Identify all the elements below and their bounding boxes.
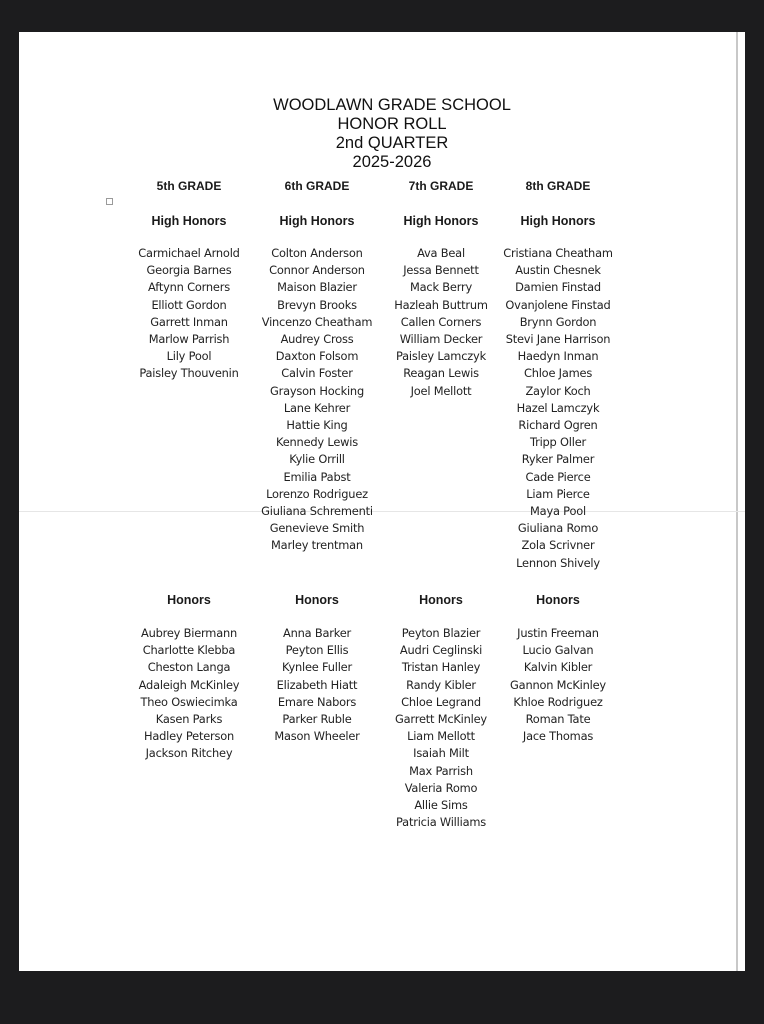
student-name: Damien Finstad [515, 280, 601, 295]
student-name: Mack Berry [409, 280, 473, 295]
student-name: Cristiana Cheatham [503, 246, 613, 260]
student-name: Aftynn Corners [148, 280, 230, 295]
student-name: Chloe Legrand [401, 694, 481, 709]
grade-heading: 7th GRADE [408, 179, 474, 193]
student-name: Ryker Palmer [521, 452, 595, 467]
student-name: Valeria Romo [404, 780, 478, 795]
student-name: Gannon McKinley [510, 677, 606, 692]
student-name: Jackson Ritchey [145, 746, 233, 761]
school-year: 2025-2026 [352, 153, 432, 171]
student-name: Brevyn Brooks [277, 297, 357, 312]
grade-heading: 8th GRADE [525, 179, 591, 193]
student-name: Emilia Pabst [283, 469, 351, 484]
student-name: Parker Ruble [282, 712, 352, 727]
student-name: Austin Chesnek [515, 263, 601, 278]
student-name: Richard Ogren [518, 418, 598, 433]
student-name: Haedyn Inman [517, 349, 599, 364]
honors-heading: Honors [167, 593, 211, 607]
student-name: Roman Tate [525, 712, 591, 727]
student-name: Isaiah Milt [413, 746, 469, 761]
student-name: Reagan Lewis [403, 366, 479, 381]
student-name: Genevieve Smith [269, 521, 365, 536]
student-name: Garrett Inman [150, 314, 228, 329]
student-name: Paisley Lamczyk [396, 349, 486, 364]
student-name: Charlotte Klebba [142, 643, 236, 658]
high-honors-heading: High Honors [279, 214, 355, 228]
student-name: Carmichael Arnold [138, 246, 240, 260]
student-name: Peyton Blazier [401, 626, 481, 640]
student-name: Paisley Thouvenin [139, 366, 239, 381]
student-name: Lane Kehrer [283, 400, 351, 415]
student-name: Callen Corners [400, 314, 482, 329]
student-name: Georgia Barnes [146, 263, 232, 278]
student-name: Khloe Rodriguez [513, 694, 603, 709]
document-title [199, 96, 585, 172]
student-name: Kylie Orrill [289, 452, 345, 467]
student-name: Elliott Gordon [151, 297, 227, 312]
student-name: Max Parrish [409, 763, 473, 778]
student-name: Calvin Foster [281, 366, 353, 381]
student-name: Liam Mellott [407, 729, 475, 744]
student-name: Brynn Gordon [519, 314, 597, 329]
student-name: Cheston Langa [147, 660, 231, 675]
student-name: Jessa Bennett [403, 263, 479, 278]
school-name: WOODLAWN GRADE SCHOOL [273, 96, 511, 114]
student-name: Hazleah Buttrum [394, 297, 488, 312]
student-name: Kynlee Fuller [282, 660, 352, 675]
student-name: Vincenzo Cheatham [261, 314, 373, 329]
honors-heading: Honors [295, 593, 339, 607]
roll-title: HONOR ROLL [337, 115, 447, 133]
student-name: Patricia Williams [396, 815, 486, 830]
student-name: Liam Pierce [526, 486, 590, 501]
student-name: Ava Beal [417, 246, 465, 260]
student-name: Garrett McKinley [395, 712, 487, 727]
student-name: Kasen Parks [155, 712, 223, 727]
grade-heading: 5th GRADE [156, 179, 222, 193]
student-name: Joel Mellott [410, 383, 472, 398]
student-name: Stevi Jane Harrison [505, 332, 611, 347]
student-name: Connor Anderson [269, 263, 365, 278]
student-name: Randy Kibler [406, 677, 476, 692]
student-name: Lucio Galvan [522, 643, 594, 658]
student-name: Maison Blazier [277, 280, 357, 295]
student-name: Peyton Ellis [285, 643, 349, 658]
student-name: Hadley Peterson [143, 729, 235, 744]
student-name: Ovanjolene Finstad [505, 297, 611, 312]
student-name: Colton Anderson [271, 246, 363, 260]
honors-heading: Honors [536, 593, 580, 607]
student-name: Giuliana Schrementi [261, 504, 373, 519]
high-honors-heading: High Honors [151, 214, 227, 228]
student-name: Kalvin Kibler [523, 660, 593, 675]
student-name: Anna Barker [283, 626, 351, 640]
student-name: Adaleigh McKinley [138, 677, 240, 692]
student-name: Cade Pierce [525, 469, 591, 484]
student-name: Kennedy Lewis [276, 435, 358, 450]
student-name: Giuliana Romo [517, 521, 599, 536]
student-name: Audri Ceglinski [399, 643, 483, 658]
student-name: Hattie King [286, 418, 348, 433]
student-name: Hazel Lamczyk [516, 400, 600, 415]
student-name: Allie Sims [414, 798, 468, 813]
student-name: Lennon Shively [516, 555, 600, 570]
student-name: Theo Oswiecimka [140, 694, 238, 709]
student-name: Zola Scrivner [521, 538, 595, 553]
honors-list [483, 625, 633, 745]
high-honors-heading: High Honors [403, 214, 479, 228]
student-name: Tristan Hanley [401, 660, 481, 675]
student-name: Justin Freeman [517, 626, 599, 640]
student-name: Chloe James [523, 366, 593, 381]
student-name: Marley trentman [271, 538, 363, 553]
honors-heading: Honors [419, 593, 463, 607]
student-name: Jace Thomas [522, 729, 594, 744]
page-edge-line [736, 32, 738, 971]
student-name: Zaylor Koch [525, 383, 591, 398]
document-page [19, 32, 745, 971]
high-honors-heading: High Honors [520, 214, 596, 228]
high-honors-list [483, 245, 633, 572]
student-name: Elizabeth Hiatt [276, 677, 358, 692]
student-name: Marlow Parrish [148, 332, 230, 347]
student-name: Maya Pool [530, 504, 586, 519]
student-name: Lorenzo Rodriguez [266, 486, 368, 501]
student-name: Aubrey Biermann [140, 626, 238, 640]
student-name: Emare Nabors [277, 694, 357, 709]
student-name: Audrey Cross [280, 332, 354, 347]
student-name: Tripp Oller [530, 435, 586, 450]
student-name: Lily Pool [166, 349, 212, 364]
student-name: Daxton Folsom [275, 349, 359, 364]
student-name: Grayson Hocking [270, 383, 364, 398]
student-name: Mason Wheeler [274, 729, 360, 744]
quarter: 2nd QUARTER [335, 134, 449, 152]
grade-heading: 6th GRADE [284, 179, 350, 193]
student-name: William Decker [399, 332, 483, 347]
checkbox-icon [106, 198, 113, 205]
